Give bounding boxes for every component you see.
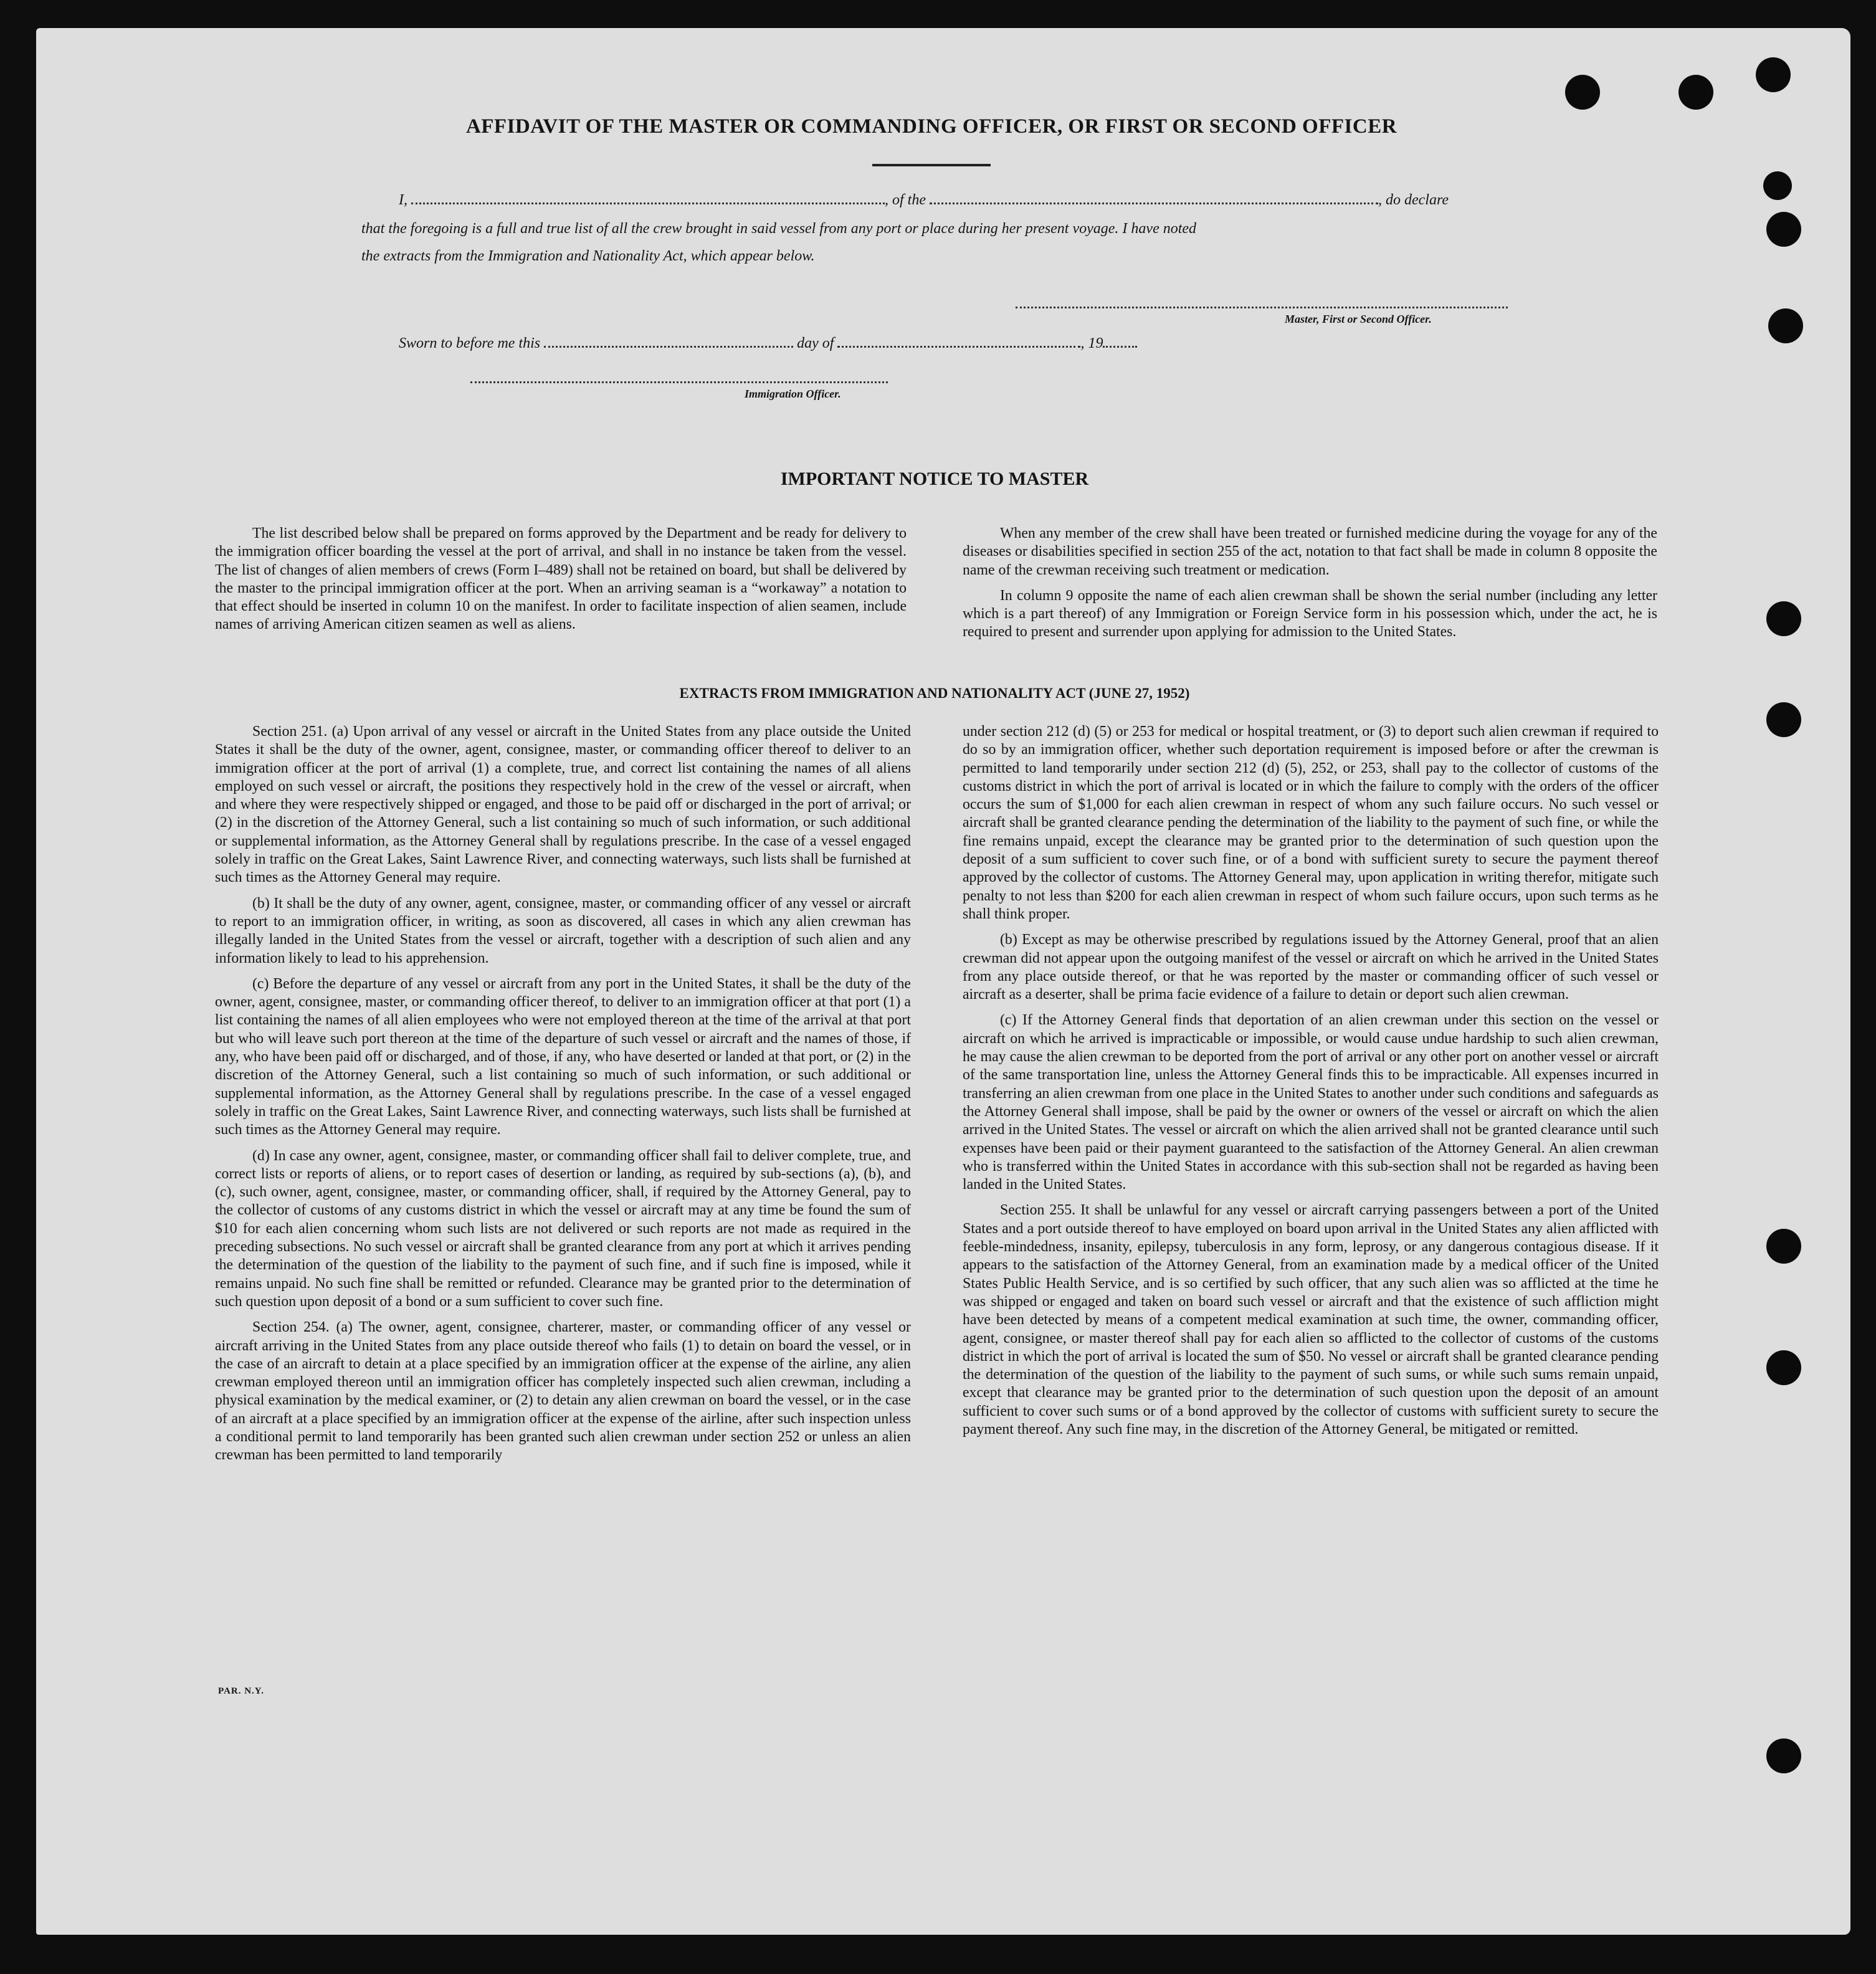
declaration-line [399,192,1508,209]
sworn-day-field[interactable] [544,346,793,348]
extract-paragraph: under section 212 (d) (5) or 253 for medical or hospital treatment, or (3) to deport such alien crewman if required to do so by an immigration officer, whether such deportation requirement is imposed before or after the crewman is permitted to land temporarily under section 212 (d) (5), 252, or 253, shall pay to the collector of customs of the customs district in which the port of arrival is located or in which the failure to comply with the orders of the officer occurs the sum of $1,000 for each alien crewman in respect of whom any such failure occurs. No such vessel or aircraft shall be granted clearance pending the determination of the liability to the payment of such fine, or while the fine remains unpaid, except the clearance may be granted prior to the determination of such question upon the deposit of a sum sufficient to cover such fine, or of a bond with sufficient surety to secure the payment thereof approved by the collector of customs. The Attorney General may, upon application in writing therefor, mitigate such penalty to not less than $200 for each alien crewman in respect of whom such failure occurs, upon such terms as he shall think proper. [963,723,1659,922]
extract-paragraph: (d) In case any owner, agent, consignee, master, or commanding officer shall fail to deliver complete, true, and correct lists or reports of aliens, or to report cases of desertion or landing, as required by sub-sections (a), (b), and (c), such owner, agent, consignee, master, or commanding officer, shall, if required by the Attorney General, pay to the collector of customs of any customs district in which the vessel or aircraft may at any time be found the sum of $10 for each alien concerning whom such lists are not delivered or such reports are not made as required in the preceding subsections. No such vessel or aircraft shall be granted clearance from any port at which it arrives pending the determination of the question of the liability to the payment of such fine, and if such fine is imposed, while it remains unpaid. No such fine shall be remitted or refunded. Clearance may be granted prior to the determination of such question upon deposit of a bond or a sum sufficient to cover such fine. [215,1147,911,1310]
notice-left-column [215,525,907,642]
sworn-label: Sworn to before me this [399,335,541,351]
extract-paragraph: Section 254. (a) The owner, agent, consignee, charterer, master, or commanding officer of any vessel or aircraft arriving in the United States from any place outside thereof who fails (1) to detain on board the vessel, or in the case of an aircraft to detain at a place specified by an immigration officer at the expense of the airline, any alien crewman employed thereon until an immigration officer has completely inspected such alien crewman, including a physical examination by the medical examiner, or (2) to detain any alien crewman on board the vessel, or in the case of an aircraft at a place specified by an immigration officer at the expense of the airline, after such inspection unless a conditional permit to land temporarily has been granted such alien crewman under section 252 or unless an alien crewman has been permitted to land temporarily [215,1319,911,1464]
master-signature-line[interactable] [1016,307,1508,308]
extract-paragraph: (c) If the Attorney General finds that deportation of an alien crewman under this section on the vessel or aircraft on which he arrived is impracticable or impossible, or would cause undue hardship to such alien crewman, he may cause the alien crewman to be deported from the port of arrival or any other port on another vessel or aircraft of the same transportation line, unless the Attorney General finds this to be impracticable. All expenses incurred in transferring an alien crewman from one place in the United States to another under such conditions and safeguards as the Attorney General shall impose, shall be paid by the owner or owners of the vessel or aircraft on which the alien arrived in the United States. The vessel or aircraft on which the alien arrived shall not be granted clearance until such expenses have been paid or their payment guaranteed to the satisfaction of the Attorney General. An alien crewman who is transferred within the United States in accordance with this sub-section shall not be regarded as having been landed in the United States. [963,1012,1659,1193]
do-declare-label: , do declare [1378,192,1449,208]
extract-paragraph: (b) Except as may be otherwise prescribed by regulations issued by the Attorney General, proof that an alien crewman did not appear upon the outgoing manifest of the vessel or aircraft on which he arrived in the United States from any place outside thereof, or that he was reported by the master or commanding officer of such vessel or aircraft as a deserter, shall be prima facie evidence of a failure to detain or deport such alien crewman. [963,932,1659,1003]
binder-hole [1565,75,1600,110]
year-label: , 19 [1080,335,1103,351]
binder-hole [1766,1229,1801,1264]
extract-paragraph: Section 251. (a) Upon arrival of any vessel or aircraft in the United States from any place outside the United States it shall be the duty of the owner, agent, consignee, master, or commanding officer thereof to deliver to an immigration officer at the port of arrival (1) a complete, true, and correct list containing the names of all aliens employed on such vessel or aircraft, the positions they respectively hold in the crew of the vessel or aircraft, when and where they were respectively shipped or engaged, and those to be paid off or discharged in the port of arrival; or (2) in the discretion of the Attorney General, such a list containing so much of such information, or such additional or supplemental information, as the Attorney General shall by regulations prescribe. In the case of a vessel engaged solely in traffic on the Great Lakes, Saint Lawrence River, and connecting waterways, such lists shall be furnished at such times as the Attorney General may require. [215,723,911,886]
name-field[interactable] [411,203,885,204]
binder-hole [1756,57,1791,92]
notice-paragraph: When any member of the crew shall have been treated or furnished medicine during the voyage for any of the diseases or disabilities specified in section 255 of the act, notation to that fact shall be made in column 8 opposite the name of the crewman receiving such treatment or medication. [963,525,1657,578]
master-signature-label: Master, First or Second Officer. [1285,313,1432,325]
affidavit-title: AFFIDAVIT OF THE MASTER OR COMMANDING OFFICER, OR FIRST OR SECOND OFFICER [465,115,1397,138]
extracts-left-column [215,723,911,1472]
binder-hole [1766,601,1801,636]
officer-signature-line[interactable] [470,381,888,383]
vessel-field[interactable] [930,203,1378,204]
binder-hole [1678,75,1713,110]
binder-hole [1766,212,1801,247]
binder-hole [1768,308,1803,343]
of-the-label: , of the [885,192,926,208]
extract-paragraph: (b) It shall be the duty of any owner, agent, consignee, master, or commanding officer of any vessel or aircraft to report to an immigration officer, in writing, as soon as discovered, all cases in which any alien crewman has illegally landed in the United States from the vessel or aircraft, together with a description of such alien and any information likely to lead to his apprehension. [215,895,911,966]
extracts-title: EXTRACTS FROM IMMIGRATION AND NATIONALITY ACT (JUNE 27, 1952) [679,685,1190,701]
notice-title: IMPORTANT NOTICE TO MASTER [780,469,1089,489]
extract-paragraph: (c) Before the departure of any vessel or aircraft from any port in the United States, it shall be the duty of the owner, agent, consignee, master, or commanding officer thereof, to deliver to an immigration officer at that port (1) a list containing the names of all alien employees who were not employed thereon at the time of the arrival at that port but who will leave such port thereon at the time of the departure of such vessel or aircraft and the names of those, if any, who have been paid off or discharged, and of those, if any, who have deserted or landed at that port, or (2) in the discretion of the Attorney General, such a list containing so much of such information, or such additional or supplemental information, as the Attorney General shall by regulations prescribe. In the case of a vessel engaged solely in traffic on the Great Lakes, Saint Lawrence River, and connecting waterways, such lists shall be furnished at such times as the Attorney General may require. [215,975,911,1138]
day-of-label: day of [797,335,834,351]
sworn-year-field[interactable] [1103,346,1137,348]
notice-right-column [963,525,1657,649]
binder-hole [1763,171,1792,200]
extracts-right-column [963,723,1659,1446]
declaration-i-label: I, [399,192,407,208]
title-underline [872,164,991,166]
extract-paragraph: Section 255. It shall be unlawful for any vessel or aircraft carrying passengers between a port of the United States and a port outside thereof to have employed on board upon arrival in the United States any alien afflicted with feeble-mindedness, insanity, epilepsy, tuberculosis in any form, leprosy, or any dangerous contagious disease. If it appears to the satisfaction of the Attorney General, from an examination made by a medical officer of the United States Public Health Service, and is so certified by such officer, that any such alien was so afflicted at the time he was shipped or engaged and taken on board such vessel or aircraft and that the existence of such affliction might have been detected by means of a competent medical examination at such time, the owner, commanding officer, agent, consignee, or master thereof shall pay for each alien so afflicted to the collector of customs of the customs district in which the port of arrival is located the sum of $50. No vessel or aircraft shall be granted clearance pending the determination of the question of the liability to the payment of such sums, or while such sums remain unpaid, except that clearance may be granted prior to the determination of such question upon the deposit of an amount sufficient to cover such sums or of a bond approved by the collector of customs with sufficient surety to secure the payment thereof. Any such fine may, in the discretion of the Attorney General, be mitigated or remitted. [963,1202,1659,1438]
sworn-line [399,335,1137,352]
notice-paragraph: In column 9 opposite the name of each alien crewman shall be shown the serial number (including any letter which is a part thereof) of any Immigration or Foreign Service form in his possession which, under the act, he is required to present and surrender upon applying for admission to the United States. [963,587,1657,641]
declaration-text-2: that the foregoing is a full and true list of all the crew brought in said vessel from any port or place during her present voyage. I have noted [361,221,1197,237]
binder-hole [1766,702,1801,737]
notice-paragraph: The list described below shall be prepared on forms approved by the Department and be ready for delivery to the immigration officer boarding the vessel at the port of arrival, and shall in no instance be taken from the vessel. The list of changes of alien members of crews (Form I–489) shall not be retained on board, but shall be delivered by the master to the principal immigration officer at the port. When an arriving seaman is a “workaway” a notation to that effect should be inserted in column 10 on the manifest. In order to facilitate inspection of alien seamen, include names of arriving American citizen seamen as well as aliens. [215,525,907,633]
binder-hole [1766,1738,1801,1773]
sworn-month-field[interactable] [837,346,1080,348]
binder-hole [1766,1350,1801,1385]
printer-mark: PAR. N.Y. [218,1686,265,1696]
officer-signature-label: Immigration Officer. [745,388,841,400]
declaration-text-3: the extracts from the Immigration and Nationality Act, which appear below. [361,248,815,264]
